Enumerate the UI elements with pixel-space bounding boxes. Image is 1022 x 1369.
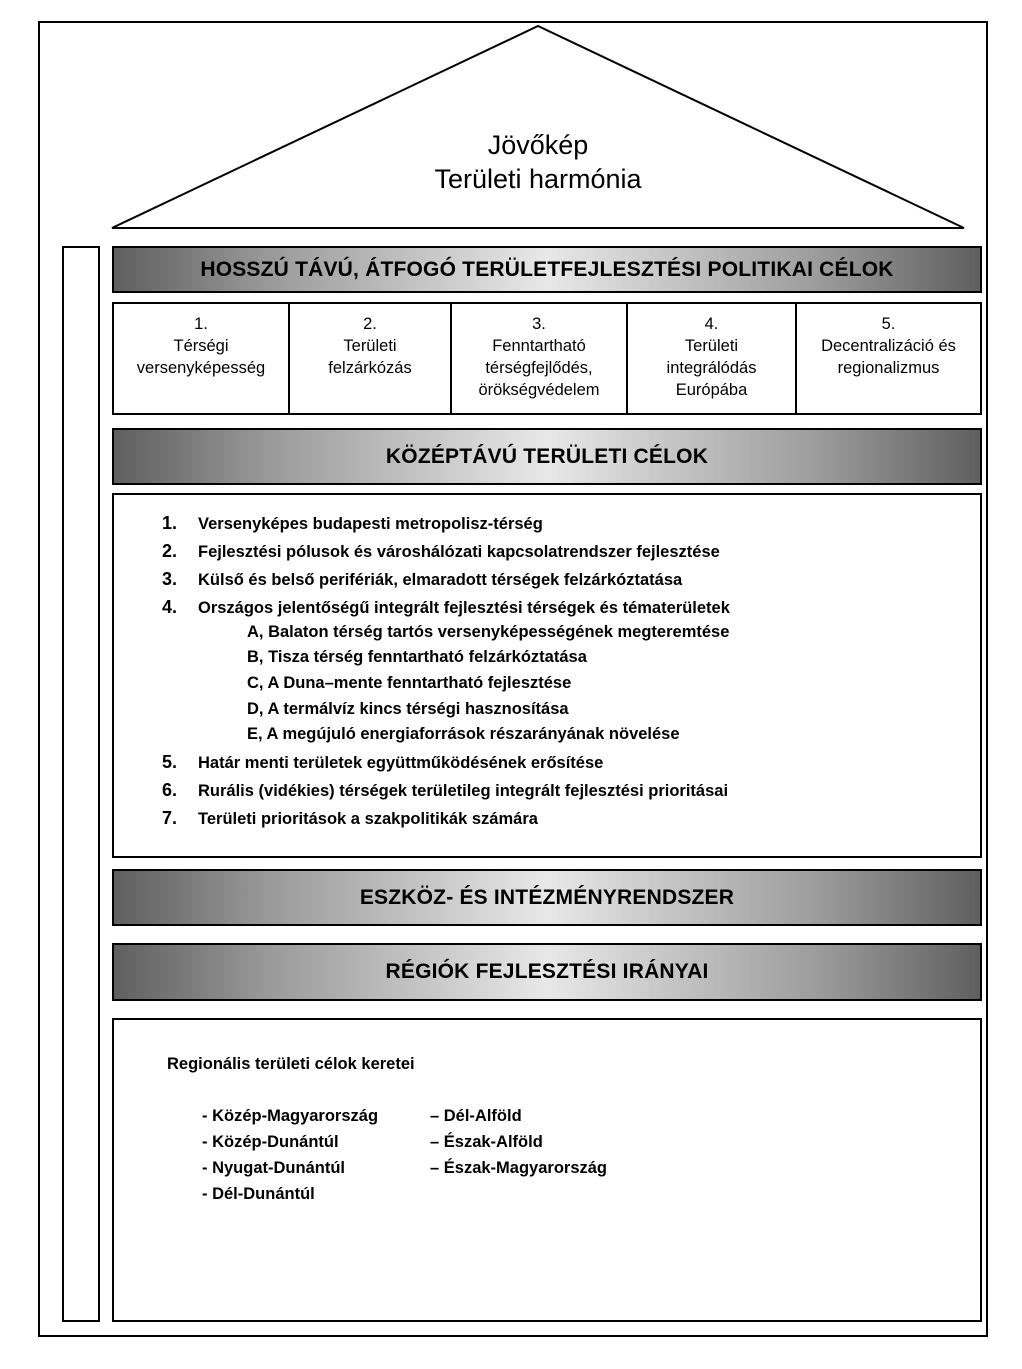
goal-number: 1. <box>162 513 178 533</box>
mid-term-subgoal-c: C, A Duna–mente fenntartható fejlesztése <box>247 674 572 692</box>
goal-text: Országos jelentőségű integrált fejlesztési térségek és tématerületek <box>198 599 730 617</box>
goal-text: Fejlesztési pólusok és városhálózati kapcsolatrendszer fejlesztése <box>198 543 720 561</box>
regions-frame-title: Regionális területi célok keretei <box>167 1055 415 1073</box>
mid-term-subgoal-d: D, A termálvíz kincs térségi hasznosítása <box>247 700 569 718</box>
mid-term-subgoal-b: B, Tisza térség fenntartható felzárkóztatása <box>247 648 587 666</box>
mid-term-goal-7 <box>162 808 538 829</box>
region-item: – Észak-Magyarország <box>430 1159 607 1177</box>
roof-triangle <box>0 0 1022 240</box>
goal-line: regionalizmus <box>837 359 940 377</box>
goal-line: örökségvédelem <box>478 381 600 399</box>
long-term-goal-3 <box>452 304 628 413</box>
side-pillar <box>62 246 100 1322</box>
region-item: – Dél-Alföld <box>430 1107 522 1125</box>
goal-line: felzárkózás <box>328 359 412 377</box>
goal-line: integrálódás <box>666 359 757 377</box>
long-term-goal-2 <box>290 304 452 413</box>
goal-number: 2. <box>363 315 377 333</box>
region-item: - Közép-Dunántúl <box>202 1133 339 1151</box>
mid-term-goal-4 <box>162 597 730 618</box>
goal-number: 5. <box>162 752 178 772</box>
goal-line: térségfejlődés, <box>485 359 593 377</box>
goal-number: 6. <box>162 780 178 800</box>
regions-title: RÉGIÓK FEJLESZTÉSI IRÁNYAI <box>385 960 709 983</box>
long-term-goal-4 <box>628 304 797 413</box>
goal-line: Decentralizáció és <box>821 337 956 355</box>
mid-term-goals-header <box>112 428 982 485</box>
goal-line: Területi <box>343 337 397 355</box>
long-term-goal-1 <box>114 304 290 413</box>
mid-term-goals-list <box>112 493 982 858</box>
goal-number: 3. <box>162 569 178 589</box>
goal-text: Határ menti területek együttműködésének erősítése <box>198 754 604 772</box>
long-term-goals-row <box>112 302 982 415</box>
region-item: - Nyugat-Dunántúl <box>202 1159 345 1177</box>
goal-number: 5. <box>881 315 896 333</box>
goal-number: 4. <box>162 597 178 617</box>
goal-text: Versenyképes budapesti metropolisz-térség <box>198 515 543 533</box>
goal-number: 1. <box>194 315 208 333</box>
goal-line: Térségi <box>173 337 229 355</box>
goal-text: Rurális (vidékies) térségek területileg integrált fejlesztési prioritásai <box>198 782 729 800</box>
long-term-goals-header <box>112 246 982 293</box>
mid-term-subgoal-e: E, A megújuló energiaforrások részarányának növelése <box>247 725 680 743</box>
mid-term-goal-6 <box>162 780 728 801</box>
goal-line: versenyképesség <box>136 359 266 377</box>
goal-text: Területi prioritások a szakpolitikák számára <box>198 810 538 828</box>
goal-number: 2. <box>162 541 178 561</box>
region-item: - Dél-Dunántúl <box>202 1185 315 1203</box>
region-item: – Észak-Alföld <box>430 1133 543 1151</box>
goal-number: 7. <box>162 808 178 828</box>
mid-term-subgoal-a: A, Balaton térség tartós versenyképességének megteremtése <box>247 623 730 641</box>
mid-term-goal-3 <box>162 569 682 590</box>
instruments-header <box>112 869 982 926</box>
region-item: - Közép-Magyarország <box>202 1107 379 1125</box>
vision-subtitle: Területi harmónia <box>434 164 642 194</box>
goal-number: 4. <box>704 315 719 333</box>
long-term-goals-title: HOSSZÚ TÁVÚ, ÁTFOGÓ TERÜLETFEJLESZTÉSI POLITIKAI CÉLOK <box>200 257 894 281</box>
mid-term-goals-title: KÖZÉPTÁVÚ TERÜLETI CÉLOK <box>385 444 709 468</box>
long-term-goal-5 <box>797 304 980 413</box>
vision-title: Jövőkép <box>487 130 589 160</box>
mid-term-goal-5 <box>162 752 603 773</box>
mid-term-goal-2 <box>162 541 720 562</box>
mid-term-goal-1 <box>162 513 543 534</box>
goal-line: Területi <box>684 337 739 355</box>
goal-text: Külső és belső perifériák, elmaradott térségek felzárkóztatása <box>198 571 683 589</box>
instruments-title: ESZKÖZ- ÉS INTÉZMÉNYRENDSZER <box>359 885 735 909</box>
regions-header <box>112 943 982 1001</box>
goal-number: 3. <box>532 315 546 333</box>
vision-text <box>338 128 738 196</box>
goal-line: Európába <box>675 381 748 399</box>
regions-frame <box>112 1018 982 1322</box>
goal-line: Fenntartható <box>492 337 586 355</box>
